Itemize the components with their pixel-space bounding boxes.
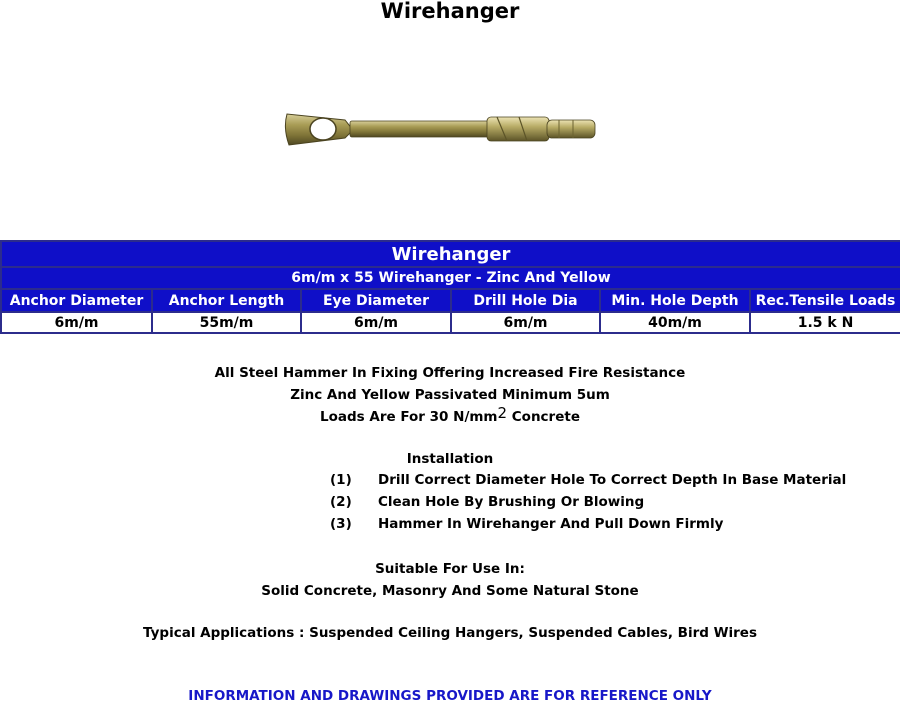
table-row bbox=[1, 312, 900, 333]
table-header-row bbox=[1, 289, 900, 312]
table-title: Wirehanger bbox=[1, 241, 900, 267]
feature-line-loads bbox=[0, 406, 900, 429]
table-cell: 6m/m bbox=[301, 312, 451, 333]
suitable-title: Suitable For Use In: bbox=[375, 561, 525, 577]
step-number: (1) bbox=[330, 472, 352, 488]
column-header: Drill Hole Dia bbox=[451, 289, 600, 312]
column-header: Min. Hole Depth bbox=[600, 289, 750, 312]
feature-line: Zinc And Yellow Passivated Minimum 5um bbox=[290, 386, 610, 403]
step-text: Hammer In Wirehanger And Pull Down Firmly bbox=[378, 516, 724, 532]
column-header: Anchor Diameter bbox=[1, 289, 152, 312]
column-header: Anchor Length bbox=[152, 289, 301, 312]
column-header: Rec.Tensile Loads bbox=[750, 289, 900, 312]
typical-applications: Typical Applications : Suspended Ceiling Hangers, Suspended Cables, Bird Wires bbox=[143, 625, 757, 641]
step-number: (3) bbox=[330, 516, 352, 532]
table-subtitle: 6m/m x 55 Wirehanger - Zinc And Yellow bbox=[1, 267, 900, 289]
installation-step bbox=[330, 516, 723, 532]
table-cell: 55m/m bbox=[152, 312, 301, 333]
installation-title: Installation bbox=[406, 451, 494, 467]
table-cell: 1.5 k N bbox=[750, 312, 900, 333]
specification-table bbox=[0, 240, 900, 334]
table-cell: 6m/m bbox=[1, 312, 152, 333]
disclaimer: INFORMATION AND DRAWINGS PROVIDED ARE FOR REFERENCE ONLY bbox=[188, 688, 712, 704]
installation-step bbox=[330, 472, 846, 488]
loads-text: Loads Are For 30 N/mm bbox=[320, 409, 498, 425]
suitable-block bbox=[0, 559, 900, 602]
step-text: Drill Correct Diameter Hole To Correct Depth In Base Material bbox=[378, 472, 847, 488]
table-cell: 6m/m bbox=[451, 312, 600, 333]
features-block bbox=[0, 363, 900, 429]
step-number: (2) bbox=[330, 494, 352, 510]
installation-step bbox=[330, 494, 644, 510]
table-cell: 40m/m bbox=[600, 312, 750, 333]
column-header: Eye Diameter bbox=[301, 289, 451, 312]
step-text: Clean Hole By Brushing Or Blowing bbox=[378, 494, 645, 510]
suitable-text: Solid Concrete, Masonry And Some Natural Stone bbox=[261, 582, 639, 599]
superscript-two: 2 bbox=[497, 404, 508, 422]
loads-suffix: Concrete bbox=[507, 409, 580, 425]
feature-line: All Steel Hammer In Fixing Offering Increased Fire Resistance bbox=[214, 365, 686, 381]
page-title: Wirehanger bbox=[380, 0, 520, 23]
wirehanger-product-image bbox=[275, 100, 615, 160]
